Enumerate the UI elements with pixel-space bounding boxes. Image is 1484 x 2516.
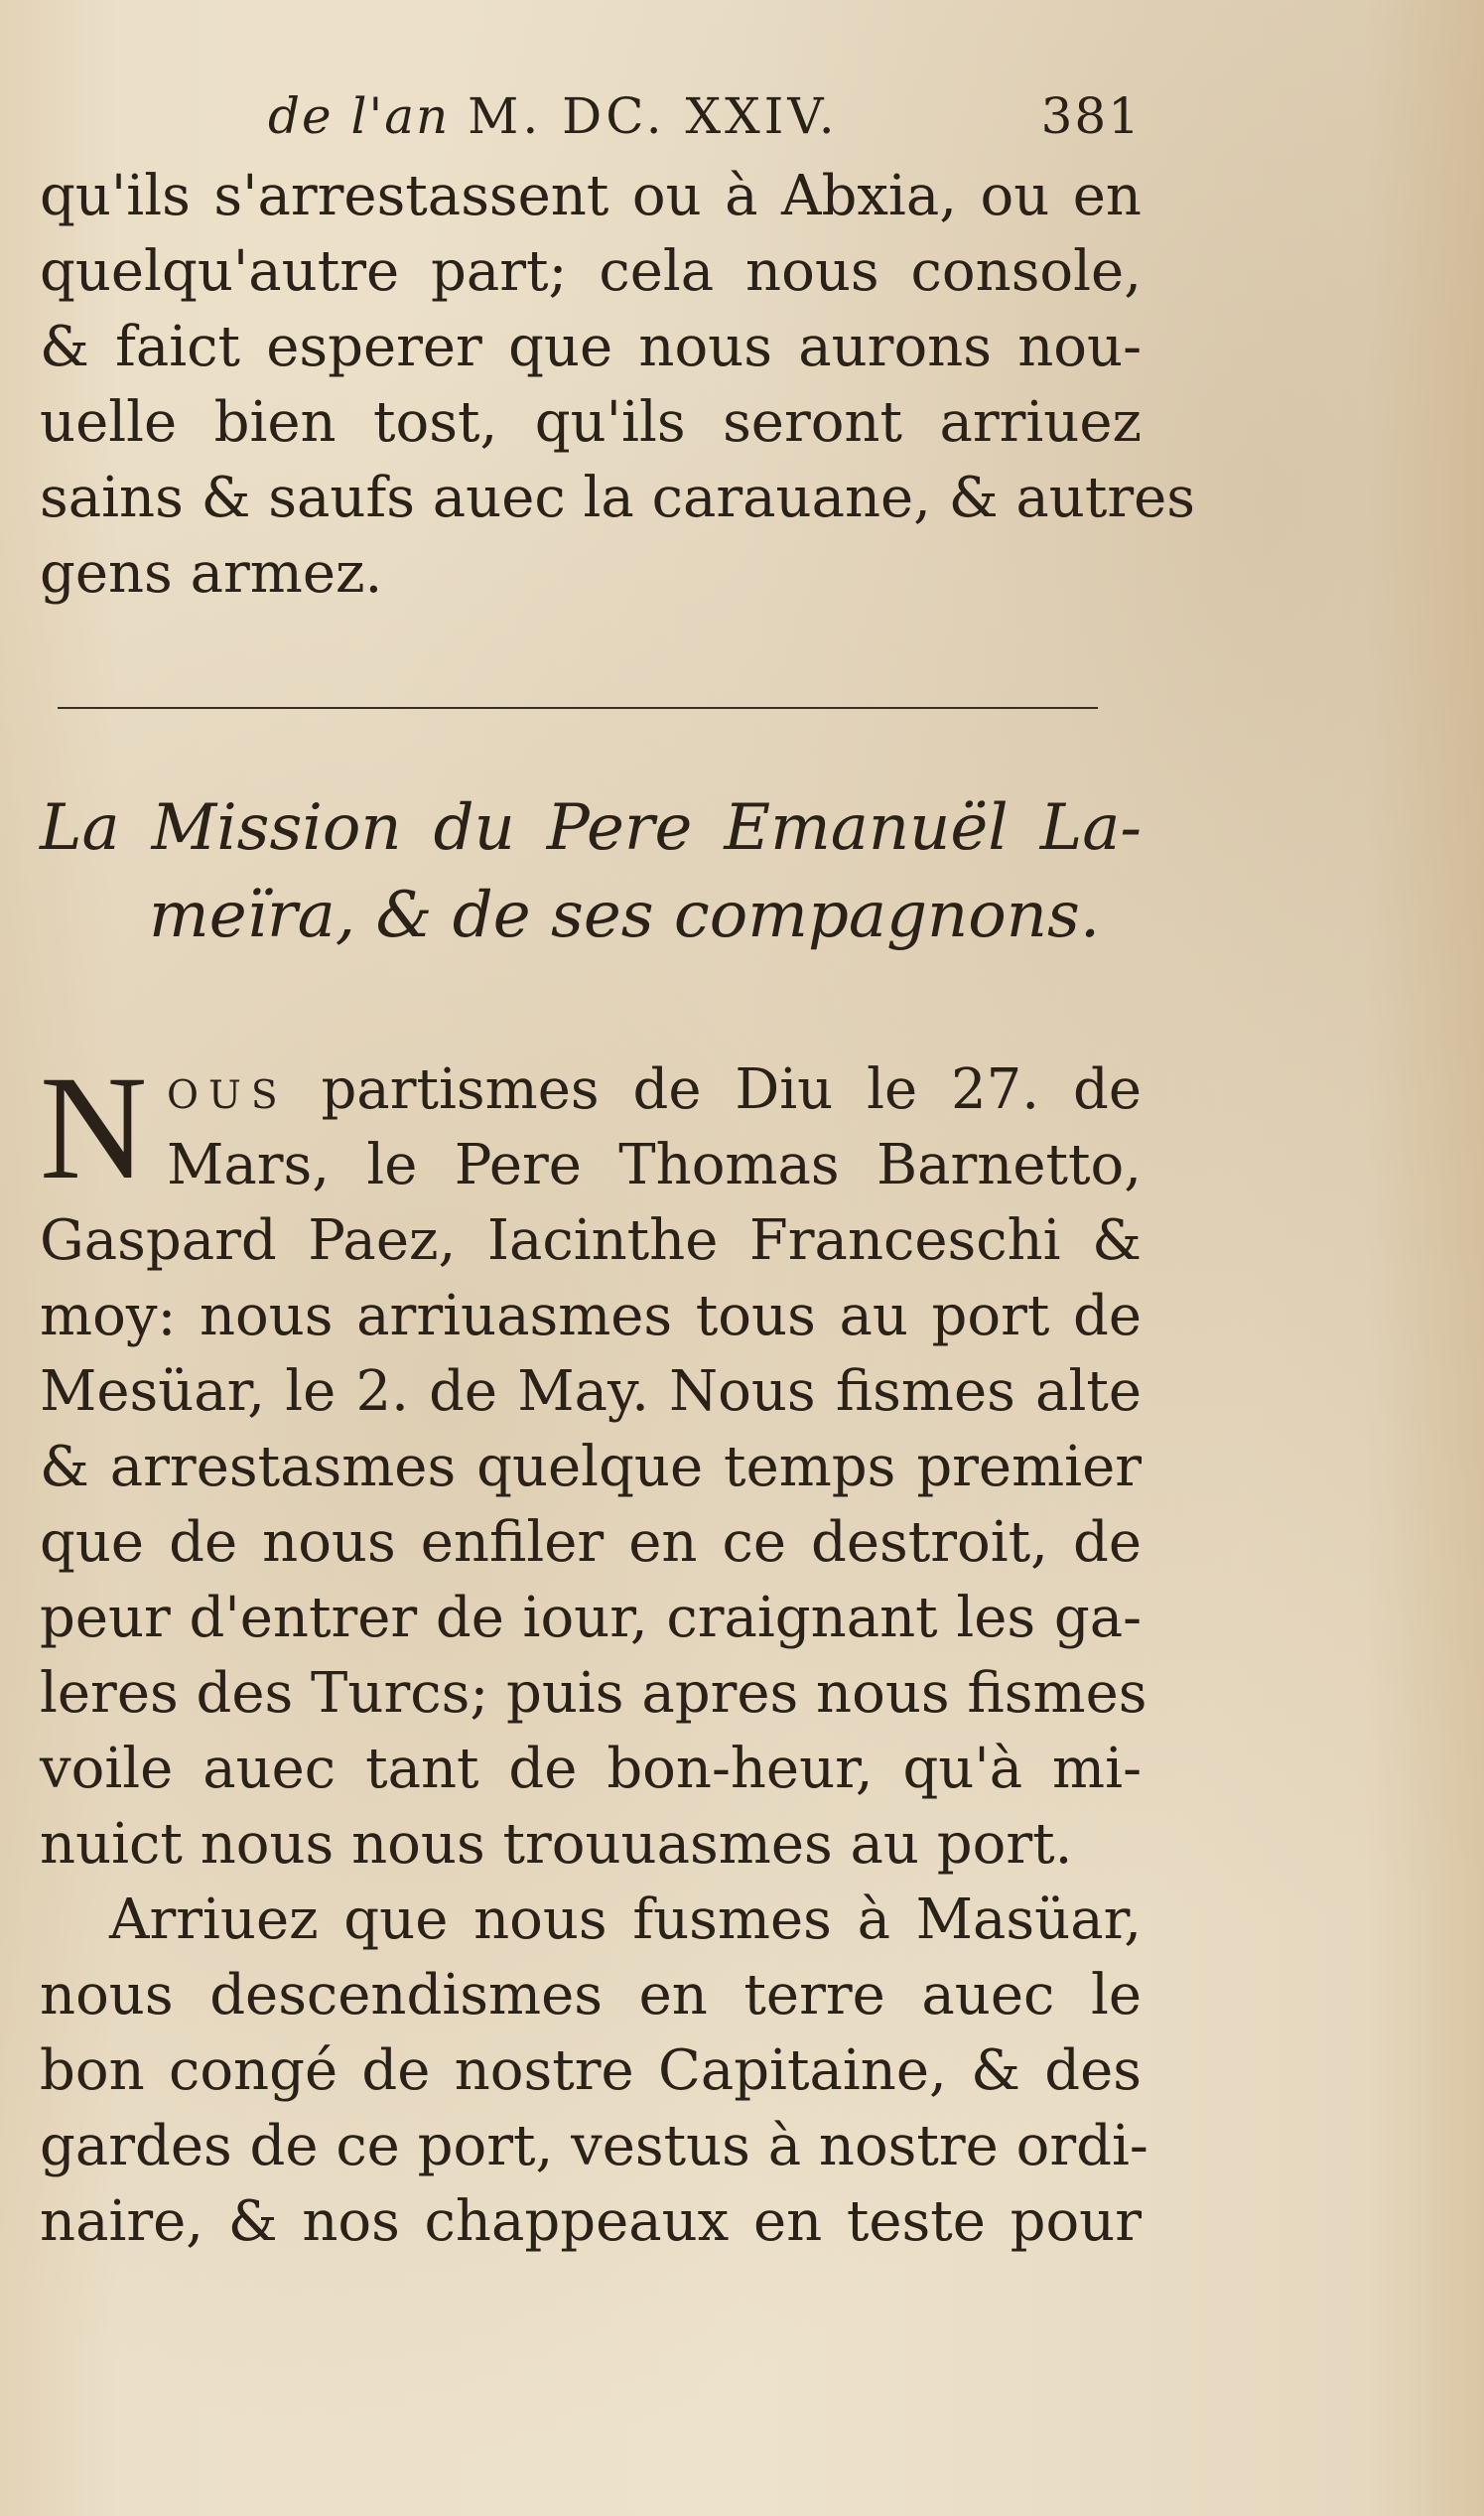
heading-line: La Mission du Pere Emanuël La-	[40, 791, 1142, 865]
text-line: Mesüar, le 2. de May. Nous fismes alte	[40, 1359, 1142, 1424]
text-line: leres des Turcs; puis apres nous fismes	[40, 1661, 1147, 1726]
page-number: 381	[1040, 87, 1142, 145]
text-line: qu'ils s'arrestassent ou à Abxia, ou en	[40, 164, 1142, 228]
text-line: gens armez.	[40, 541, 383, 606]
text-line: gardes de ce port, vestus à nostre ordi-	[40, 2114, 1148, 2178]
body-text	[40, 1046, 1148, 2260]
text-line: quelqu'autre part; cela nous console,	[40, 239, 1142, 304]
running-head-prefix: de l'an	[268, 87, 451, 145]
text-line: voile auec tant de bon-heur, qu'à mi-	[40, 1737, 1142, 1801]
text-line: moy: nous arriuasmes tous au port de	[40, 1284, 1142, 1348]
text-line: Gaspard Paez, Iacinthe Franceschi &	[40, 1208, 1142, 1273]
text-line: Mars, le Pere Thomas Barnetto,	[167, 1133, 1142, 1197]
top-paragraph	[40, 159, 1196, 612]
text-line: uelle bien tost, qu'ils seront arriuez	[40, 390, 1142, 455]
drop-cap: N	[40, 1046, 148, 1210]
text-line: que de nous enfiler en ce destroit, de	[40, 1510, 1142, 1575]
heading-line: meïra, & de ses compagnons.	[149, 879, 1101, 952]
text-line: sains & saufs auec la carauane, & autres	[40, 466, 1196, 530]
text-line: Arriuez que nous fusmes à Masüar,	[109, 1887, 1142, 1952]
running-head	[268, 87, 1142, 157]
text-line: nuict nous nous trouuasmes au port.	[40, 1812, 1073, 1877]
text-line: bon congé de nostre Capitaine, & des	[40, 2038, 1142, 2103]
text-line	[40, 1052, 1142, 1128]
running-head-year: M. DC. XXIV.	[468, 87, 839, 145]
text-line-rest: partismes de Diu le 27. de	[321, 1057, 1142, 1122]
first-word: ous	[167, 1057, 288, 1122]
first-paragraph-opening	[40, 1046, 1142, 1210]
text-line: & faict esperer que nous aurons nou-	[40, 315, 1142, 379]
section-heading	[40, 784, 1142, 959]
text-line: naire, & nos chappeaux en teste pour	[40, 2189, 1142, 2254]
text-line: peur d'entrer de iour, craignant les ga-	[40, 1586, 1142, 1650]
section-divider	[58, 707, 1098, 709]
running-head-title	[268, 87, 839, 145]
text-line: & arrestasmes quelque temps premier	[40, 1435, 1142, 1499]
text-line: nous descendismes en terre auec le	[40, 1963, 1142, 2027]
